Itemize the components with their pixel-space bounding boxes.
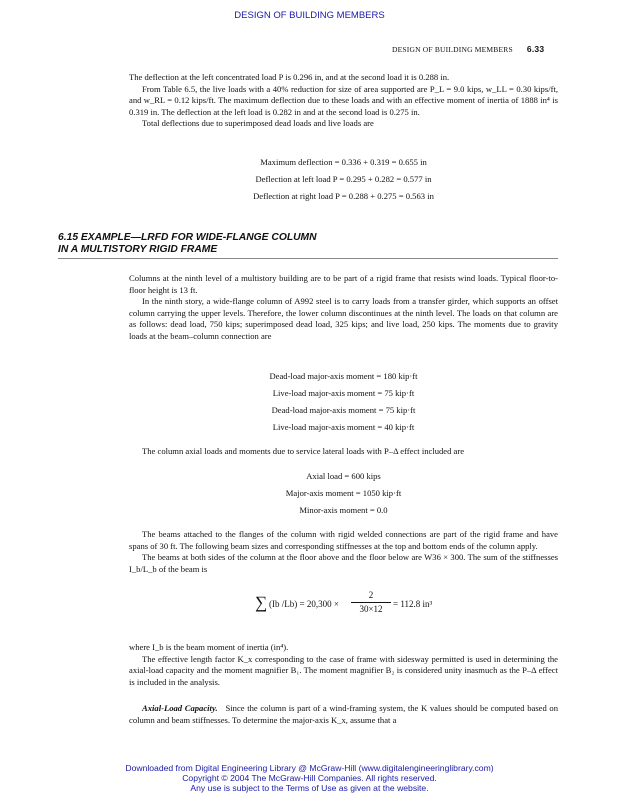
equation-rhs: = 112.8 in³: [393, 599, 433, 609]
lateral-intro-text: The column axial loads and moments due to service lateral loads with P–Δ effect included are: [142, 446, 465, 456]
stiffness-equation: [255, 590, 495, 630]
beam-text-1: The beams attached to the flanges of the column with rigid welded connections are part of the rigid frame and have spans of 30 ft. The following beam sizes and corresponding stiffnesses at the top and bottom ends of the column apply.: [129, 529, 558, 551]
where-text-2: The effective length factor K_x corresponding to the case of frame with sidesway permitted is used in determining the axial-load capacity and the moment magnifier B₁. The moment magnifier B₂ is considered unity inasmuch as the P–Δ effect is included in the analysis.: [129, 653, 558, 687]
axial-capacity-text: [129, 703, 558, 726]
summation-symbol: ∑: [255, 593, 268, 612]
footer-copyright: Copyright © 2004 The McGraw-Hill Companies. All rights reserved.: [182, 773, 437, 783]
running-head-title: DESIGN OF BUILDING MEMBERS: [392, 45, 513, 54]
section-heading: [58, 232, 558, 259]
footer-download-link[interactable]: Downloaded from Digital Engineering Library @ McGraw-Hill (www.digitalengineeringlibrary.com): [125, 763, 494, 773]
beam-text-2: The beams at both sides of the column at the floor above and the floor below are W36 × 300. The sum of the stiffnesses I_b/L_b of the beam is: [129, 552, 558, 574]
lateral-intro: [129, 446, 558, 458]
deflection-text-1: The deflection at the left concentrated load P is 0.296 in, and at the second load it is 0.288 in.: [129, 72, 450, 82]
equation-fraction: [351, 590, 391, 615]
footer-terms[interactable]: Any use is subject to the Terms of Use as given at the website.: [190, 783, 429, 793]
intro-paragraphs: [129, 273, 558, 343]
where-paragraphs: [129, 642, 558, 688]
deflection-text-2: From Table 6.5, the live loads with a 40% reduction for size of area supported are P_L = 9.0 kips, w_LL = 0.30 kips/ft, and w_RL = 0.12 kips/ft. The maximum deflection due to these loads and with an effective moment of inertia of 1888 in⁴ is 0.319 in. The deflection at the left load is 0.282 in and at the second load is 0.275 in.: [129, 83, 558, 117]
deflection-text-3: Total deflections due to superimposed dead loads and live loads are: [142, 118, 374, 129]
running-head: [392, 44, 544, 54]
lateral-minor: Minor-axis moment = 0.0: [299, 505, 388, 515]
intro-text-2: In the ninth story, a wide-flange column of A992 steel is to carry loads from a transfer girder, which supports an offset column carrying the upper levels. Therefore, the lower column discontinues at the ninth level. The loads on that column are as follows: dead load, 750 kips; superimposed dead load, 325 kips; and live load, 250 kips. The moments due to gravity loads at the beam–column connection are: [129, 296, 558, 341]
moment-3: Dead-load major-axis moment = 75 kip·ft: [271, 405, 416, 415]
source-banner: DESIGN OF BUILDING MEMBERS: [234, 10, 385, 21]
equation-lhs: (Ib /Lb) = 20,300 ×: [269, 599, 339, 609]
total-deflections: [129, 157, 558, 202]
axial-capacity-body: Since the column is part of a wind-framing system, the K values should be computed based on column and beam stiffnesses. To determine the major-axis K_x, assume that a: [129, 703, 558, 725]
total-deflection-left: Deflection at left load P = 0.295 + 0.282 = 0.577 in: [255, 174, 432, 184]
intro-text-1: Columns at the ninth level of a multistory building are to be part of a rigid frame that resists wind loads. Typical floor-to-floor height is 13 ft.: [129, 273, 558, 295]
lateral-axial: Axial load = 600 kips: [306, 471, 381, 481]
fraction-numerator: 2: [368, 590, 374, 600]
page-number: 6.33: [526, 44, 545, 54]
lateral-major: Major-axis moment = 1050 kip·ft: [285, 488, 402, 498]
axial-capacity-heading: Axial-Load Capacity.: [142, 703, 218, 713]
section-heading-line1: 6.15 EXAMPLE—LRFD FOR WIDE-FLANGE COLUMN: [58, 232, 317, 243]
lateral-loads: [129, 471, 558, 516]
total-deflection-right: Deflection at right load P = 0.288 + 0.275 = 0.563 in: [253, 191, 434, 201]
axial-capacity-paragraph: [129, 703, 558, 726]
deflection-paragraphs: [129, 72, 558, 130]
fraction-denominator: 30×12: [359, 604, 383, 614]
total-deflection-max: Maximum deflection = 0.336 + 0.319 = 0.655 in: [260, 157, 427, 167]
where-text-1: where I_b is the beam moment of inertia (in⁴).: [129, 642, 289, 652]
section-heading-line2: IN A MULTISTORY RIGID FRAME: [58, 244, 218, 255]
fraction-bar: [351, 602, 391, 603]
gravity-moments: [129, 371, 558, 433]
moment-1: Dead-load major-axis moment = 180 kip·ft: [269, 371, 418, 381]
moment-4: Live-load major-axis moment = 40 kip·ft: [272, 422, 415, 432]
copyright-footer: [0, 763, 619, 793]
beam-paragraphs: [129, 529, 558, 575]
moment-2: Live-load major-axis moment = 75 kip·ft: [272, 388, 415, 398]
